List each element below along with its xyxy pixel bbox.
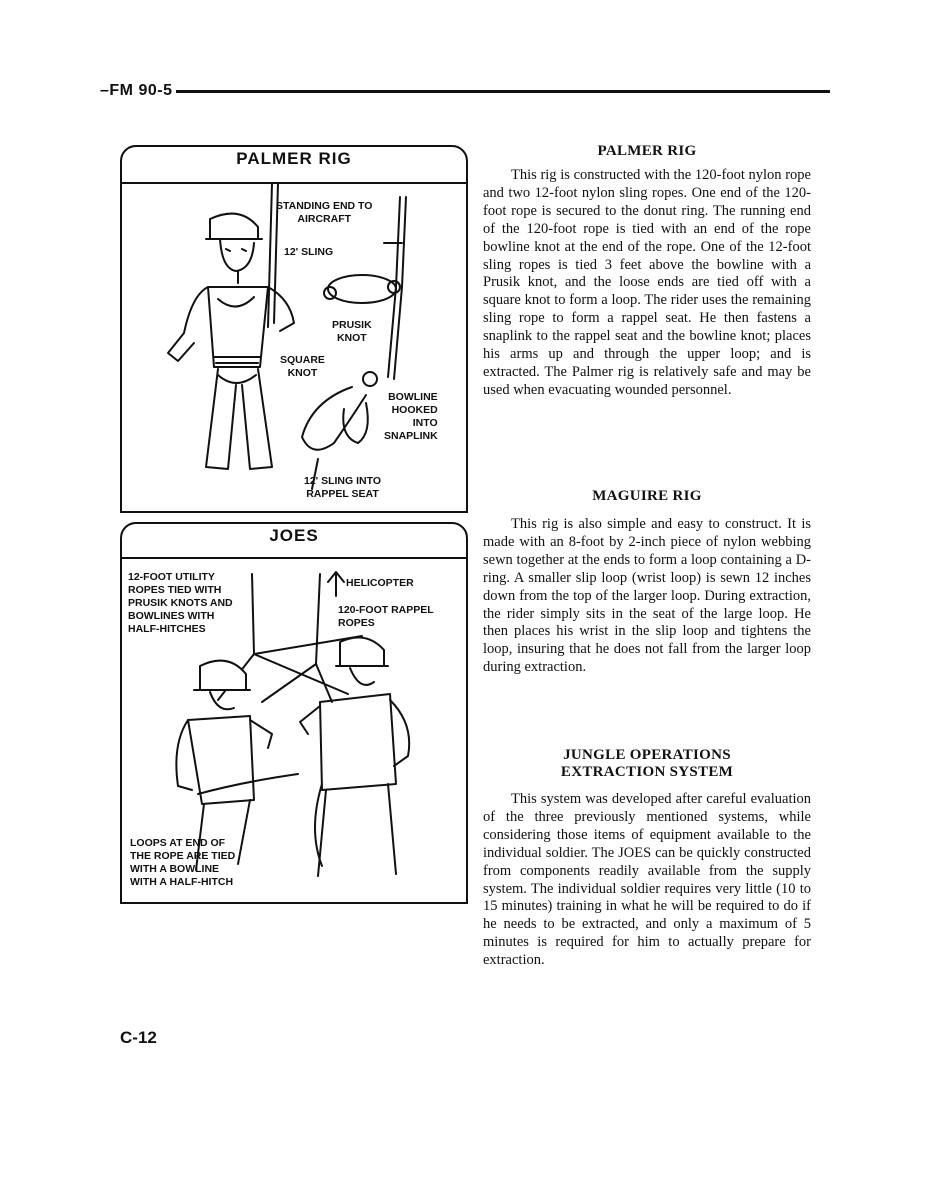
joes-heading: JUNGLE OPERATIONS EXTRACTION SYSTEM bbox=[560, 747, 734, 780]
rappel-ropes-label: 120-FOOT RAPPEL ROPES bbox=[338, 604, 434, 629]
palmer-rig-figure bbox=[120, 145, 468, 513]
square-knot-label: SQUARE KNOT bbox=[280, 354, 325, 379]
manual-number: –FM 90-5 bbox=[100, 82, 173, 99]
helicopter-label: HELICOPTER bbox=[346, 577, 414, 589]
prusik-knot-label: PRUSIK KNOT bbox=[332, 319, 372, 344]
page-number: C-12 bbox=[120, 1028, 157, 1047]
running-header bbox=[100, 80, 830, 102]
maguire-rig-paragraph: This rig is also simple and easy to construct. It is made with an 8-foot by 2-inch piece of nylon webbing sewn together at the ends to form a loop containing a D-ring. A smaller slip loop (wrist loop) is sewn 12 inches down from the top of the larger loop. During extraction, the rider simply sits in the seat of the large loop. He then places his wrist in the slip loop and tightens the loop, insuring that he does not fall from the larger loop during extraction. bbox=[483, 516, 811, 676]
loops-bowline-label: LOOPS AT END OF THE ROPE ARE TIED WITH A BOWLINE WITH A HALF-HITCH bbox=[130, 837, 236, 888]
maguire-rig-heading: MAGUIRE RIG bbox=[592, 488, 702, 504]
utility-ropes-label: 12-FOOT UTILITY ROPES TIED WITH PRUSIK KNOTS AND BOWLINES WITH HALF-HITCHES bbox=[128, 571, 233, 635]
palmer-figure-title: PALMER RIG bbox=[236, 149, 352, 168]
palmer-rig-heading: PALMER RIG bbox=[597, 143, 697, 159]
joes-paragraph: This system was developed after careful evaluation of the three previously mentioned systems, while considering those items of equipment available to the individual soldier. The JOES can be quickly constructed from components readily available from the supply system. The individual soldier requires very little (10 to 15 minutes) training in what he will be required to do if he needs to be extracted, and only a maximum of 5 minutes is required for him to actually prepare for extraction. bbox=[483, 791, 811, 969]
standing-end-label: STANDING END TO AIRCRAFT bbox=[276, 200, 373, 225]
header-rule bbox=[176, 90, 830, 93]
sling-label: 12' SLING bbox=[284, 246, 334, 258]
rappel-seat-label: 12' SLING INTO RAPPEL SEAT bbox=[304, 475, 381, 500]
palmer-rig-paragraph: This rig is constructed with the 120-foot nylon rope and two 12-foot nylon sling ropes. One end of the 120-foot rope is secured to the donut ring. The running end of the 120-foot rope is tied with an end of the rope bowline knot at the end of the rope. One of the 12-foot sling ropes is tied 3 feet above the bowline with a Prusik knot, and the loose ends are tied off with a square knot to form a loop. The rider uses the remaining sling rope to form a rappel seat. He then fastens a snaplink to the rappel seat and the bowline knot; places his arms up and through the upper loop; and is extracted. The Palmer rig is relatively safe and may be used when evacuating wounded personnel. bbox=[483, 167, 811, 398]
joes-figure-title: JOES bbox=[269, 526, 319, 545]
joes-figure bbox=[120, 522, 468, 904]
bowline-snaplink-label: BOWLINE HOOKED INTO SNAPLINK bbox=[384, 391, 438, 442]
